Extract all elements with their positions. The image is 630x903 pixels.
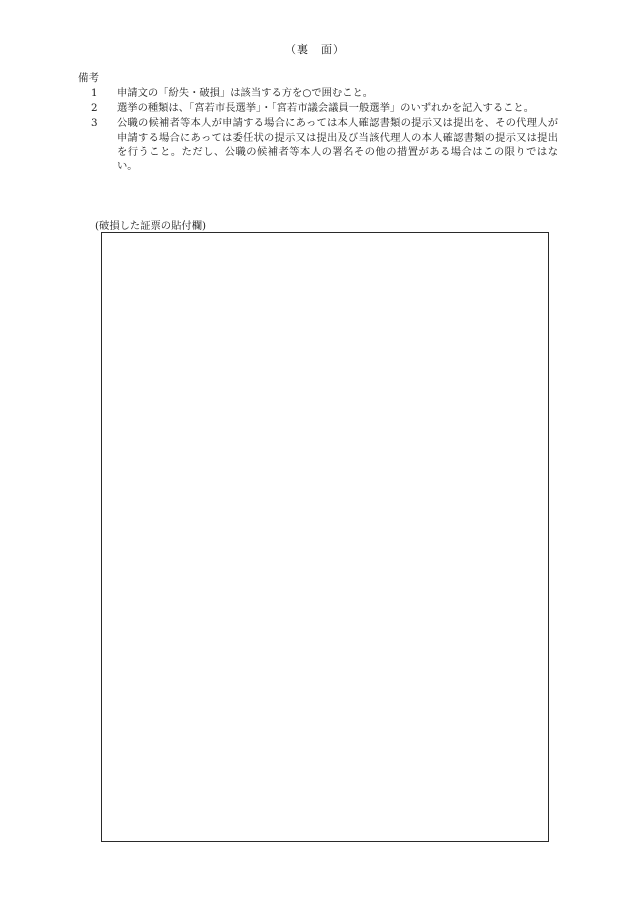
note-number: 3: [91, 117, 98, 130]
note-item: [88, 86, 558, 100]
attachment-box: [101, 232, 549, 842]
note-number: 1: [91, 87, 98, 99]
notes-heading: 備考: [78, 72, 99, 84]
page-title: （裏 面）: [285, 43, 345, 56]
note-number: 2: [91, 102, 98, 115]
notes-list: [88, 86, 558, 174]
note-item: [88, 101, 558, 115]
note-text: 申請文の「紛失・破損」は該当する方を○で囲むこと。: [117, 87, 374, 99]
note-item: [88, 116, 558, 173]
attachment-label: (破損した証票の貼付欄): [95, 220, 207, 232]
note-text: 公職の候補者等本人が申請する場合にあっては本人確認書類の提示又は提出を、その代理人が申請する場合にあっては委任状の提示又は提出及び当該代理人の本人確認書類の提示又は提出を行うこと。ただし、公職の候補者等本人の署名その他の措置がある場合はこの限りではない。: [117, 117, 558, 173]
note-text: 選挙の種類は、「宮若市長選挙」・「宮若市議会議員一般選挙」のいずれかを記入すること。: [117, 102, 535, 115]
